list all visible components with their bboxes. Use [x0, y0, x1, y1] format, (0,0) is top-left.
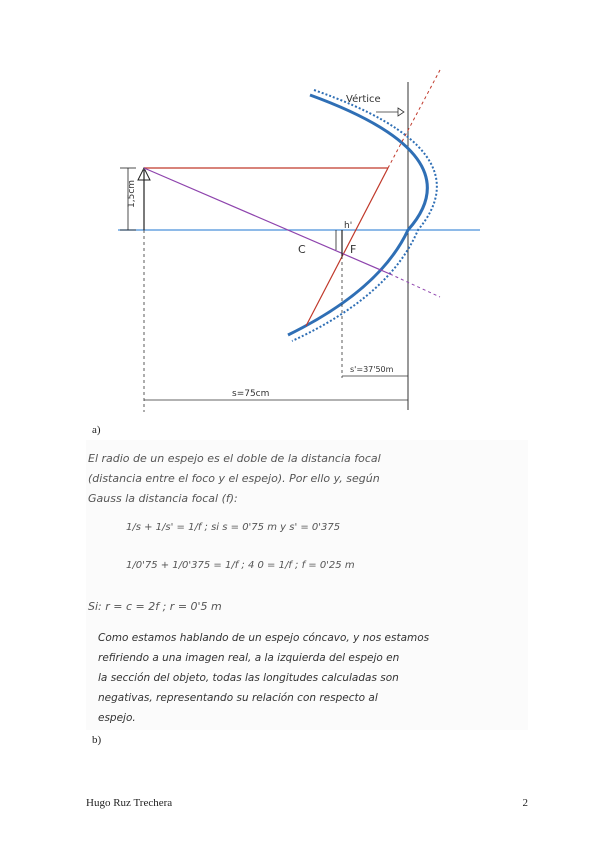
equation-3: Si: r = c = 2f ; r = 0'5 m	[88, 600, 222, 613]
paragraph-line-3: la sección del objeto, todas las longitudes calculadas son	[98, 672, 399, 684]
mirror-hatching	[292, 90, 437, 341]
equation-2: 1/0'75 + 1/0'375 = 1/f ; 4 0 = 1/f ; f = 0'25 m	[126, 560, 355, 571]
s-prime-label: s'=37'50m	[350, 365, 394, 374]
intro-line-2: (distancia entre el foco y el espejo). Por ello y, según	[88, 472, 380, 485]
footer-page-number: 2	[522, 797, 528, 809]
vertex-pointer-head	[398, 108, 404, 116]
center-label: C	[298, 243, 306, 256]
handwritten-notes	[86, 440, 528, 730]
equation-1: 1/s + 1/s' = 1/f ; si s = 0'75 m y s' = 0'375	[126, 522, 341, 533]
height-label: 1,5cm	[127, 179, 137, 208]
intro-line-1: El radio de un espejo es el doble de la distancia focal	[88, 452, 381, 465]
mirror-curve	[288, 95, 427, 335]
intro-line-3: Gauss la distancia focal (f):	[88, 492, 238, 505]
vertex-label: Vértice	[346, 94, 381, 105]
paragraph-line-5: espejo.	[98, 712, 136, 724]
ray-through-center	[144, 168, 390, 274]
s-label: s=75cm	[232, 389, 270, 399]
focus-label: F	[350, 243, 357, 256]
figure-label-b: b)	[92, 734, 102, 746]
paragraph-line-2: refiriendo a una imagen real, a la izquierda del espejo en	[98, 652, 400, 664]
footer-author: Hugo Ruz Trechera	[86, 797, 173, 809]
figure-label-a: a)	[92, 424, 101, 436]
ray-through-center-ext	[390, 274, 440, 297]
concave-mirror-ray-diagram	[100, 60, 500, 420]
ray-reflected	[306, 168, 388, 326]
image-height-label: h'	[344, 221, 353, 231]
paragraph-line-1: Como estamos hablando de un espejo cóncavo, y nos estamos	[98, 632, 430, 644]
paragraph-line-4: negativas, representando su relación con respecto al	[98, 692, 378, 704]
